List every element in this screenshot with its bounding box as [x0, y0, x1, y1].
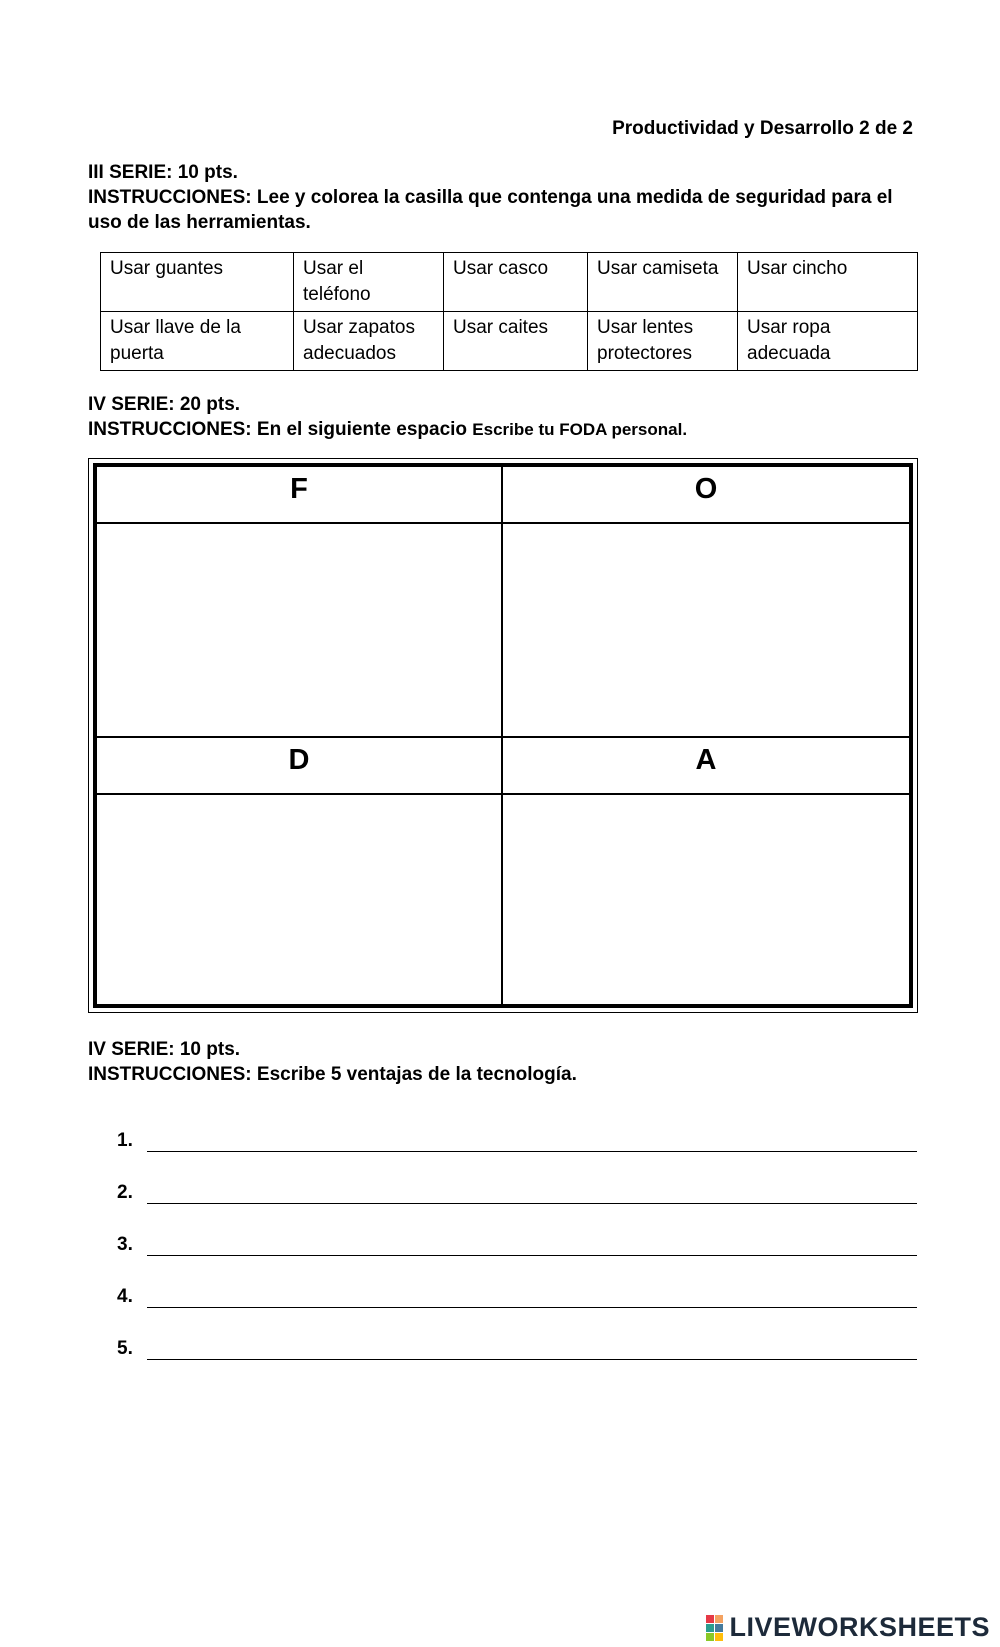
- section-3-instructions: INSTRUCCIONES: Lee y colorea la casilla que contenga una medida de seguridad para el uso de las herramientas.: [88, 187, 893, 233]
- table-cell[interactable]: Usar el teléfono: [294, 253, 444, 312]
- logo-square: [715, 1633, 723, 1641]
- table-cell[interactable]: Usar cincho: [738, 253, 918, 312]
- foda-header-debilidades: D: [97, 738, 503, 795]
- logo-square: [706, 1624, 714, 1632]
- foda-write-area-fortalezas[interactable]: [97, 524, 503, 738]
- section-5-instructions-block: [88, 1037, 918, 1087]
- section-5-heading: IV SERIE: 10 pts.: [88, 1039, 241, 1060]
- safety-measures-table: [100, 252, 918, 371]
- section-4-heading: IV SERIE: 20 pts.: [88, 394, 241, 415]
- section-4-instructions-tail: Escribe tu FODA personal.: [472, 420, 688, 439]
- answer-line[interactable]: [147, 1181, 917, 1204]
- foda-write-area-oportunidades[interactable]: [503, 524, 909, 738]
- list-item-number: 2.: [117, 1182, 133, 1203]
- section-3-instructions-block: [88, 160, 918, 235]
- table-cell[interactable]: Usar lentes protectores: [588, 312, 738, 371]
- liveworksheets-logo-text: LIVEWORKSHEETS: [729, 1612, 990, 1642]
- list-item-number: 1.: [117, 1130, 133, 1151]
- table-cell[interactable]: Usar camiseta: [588, 253, 738, 312]
- section-4-instructions: [88, 417, 918, 442]
- table-cell[interactable]: Usar ropa adecuada: [738, 312, 918, 371]
- table-cell[interactable]: Usar casco: [444, 253, 588, 312]
- table-cell[interactable]: Usar llave de la puerta: [101, 312, 294, 371]
- list-item: [117, 1100, 917, 1152]
- foda-header-fortalezas: F: [97, 467, 503, 524]
- list-item: [117, 1152, 917, 1204]
- logo-square: [715, 1624, 723, 1632]
- list-item-number: 3.: [117, 1234, 133, 1255]
- list-item: [117, 1256, 917, 1308]
- foda-write-area-amenazas[interactable]: [503, 795, 909, 1004]
- logo-square: [706, 1633, 714, 1641]
- foda-grid: [97, 467, 909, 1004]
- answer-line[interactable]: [147, 1233, 917, 1256]
- section-3-heading: III SERIE: 10 pts.: [88, 162, 238, 183]
- list-item: [117, 1204, 917, 1256]
- foda-box: [88, 458, 918, 1013]
- section-4-instructions-main: INSTRUCCIONES: En el siguiente espacio: [88, 419, 473, 440]
- foda-write-area-debilidades[interactable]: [97, 795, 503, 1004]
- section-5-instructions: INSTRUCCIONES: Escribe 5 ventajas de la tecnología.: [88, 1064, 577, 1085]
- table-row: [101, 253, 918, 312]
- list-item-number: 5.: [117, 1338, 133, 1359]
- answer-line[interactable]: [147, 1337, 917, 1360]
- table-cell[interactable]: Usar zapatos adecuados: [294, 312, 444, 371]
- table-cell[interactable]: Usar guantes: [101, 253, 294, 312]
- foda-inner-border: [93, 463, 913, 1008]
- logo-square: [715, 1615, 723, 1623]
- answer-line[interactable]: [147, 1129, 917, 1152]
- liveworksheets-logo-icon: [706, 1615, 723, 1641]
- list-item: [117, 1308, 917, 1360]
- logo-square: [706, 1615, 714, 1623]
- table-row: [101, 312, 918, 371]
- liveworksheets-logo: [706, 1612, 990, 1643]
- section-4-instructions-block: [88, 392, 918, 442]
- foda-header-oportunidades: O: [503, 467, 909, 524]
- advantages-list: [117, 1100, 917, 1360]
- table-cell[interactable]: Usar caites: [444, 312, 588, 371]
- foda-header-amenazas: A: [503, 738, 909, 795]
- list-item-number: 4.: [117, 1286, 133, 1307]
- answer-line[interactable]: [147, 1285, 917, 1308]
- page-header-title: Productividad y Desarrollo 2 de 2: [612, 118, 913, 139]
